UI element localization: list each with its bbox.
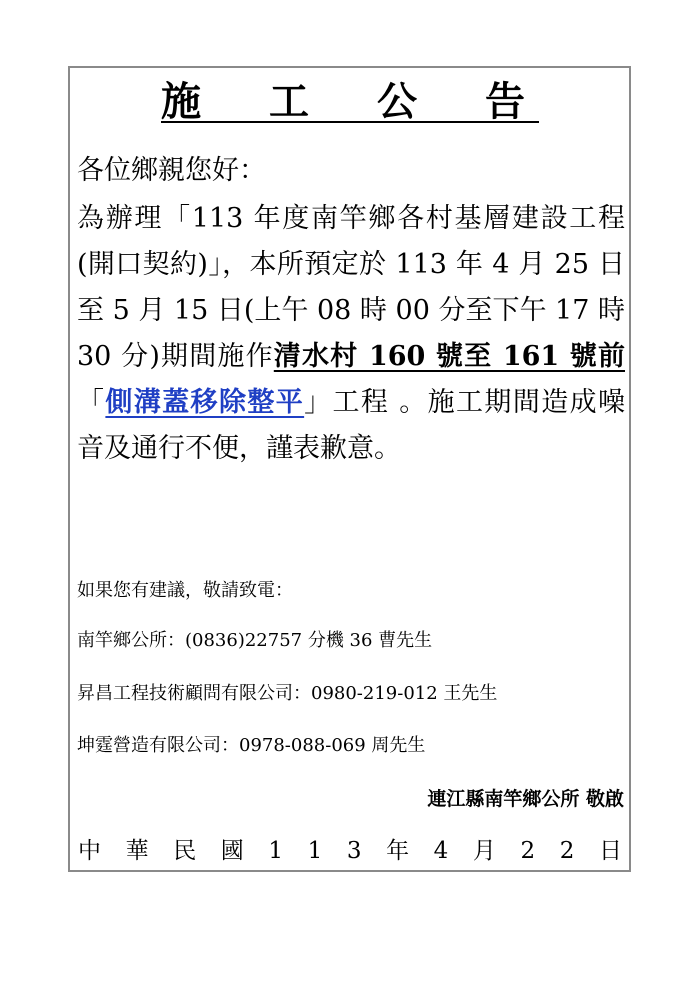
date-char: 年 <box>386 838 410 864</box>
notice-title: 施 工 公 告 <box>161 78 539 125</box>
contact-line-construction-company: 坤霆營造有限公司：0978-088-069 周先生 <box>77 735 426 756</box>
contact-line-township-office: 南竿鄉公所：(0836)22757 分機 36 曹先生 <box>77 630 433 651</box>
construction-location: 清水村 160 號至 161 號前 <box>273 341 625 372</box>
notice-paragraph <box>77 196 625 472</box>
date-char: 華 <box>125 838 149 864</box>
date-char: 民 <box>173 838 197 864</box>
work-item-link[interactable]: 側溝蓋移除整平 <box>105 387 305 418</box>
paragraph-text-2: 」工程 。施工期間造成噪音及通行不便，謹表歉意。 <box>77 387 625 464</box>
contact-intro: 如果您有建議，敬請致電： <box>77 580 293 601</box>
date-char: 3 <box>346 838 362 864</box>
date-char: 國 <box>220 838 244 864</box>
paragraph-text-1: 為辦理「113 年度南竿鄉各村基層建設工程(開口契約)」，本所預定於 113 年 4 月 25 日至 5 月 15 日(上午 08 時 00 分至下午 17 時 30 分)期間施作 <box>77 203 625 372</box>
open-quote: 「 <box>77 387 106 418</box>
date-char: 4 <box>433 838 449 864</box>
date-char: 1 <box>307 838 323 864</box>
signature: 連江縣南竿鄉公所 敬啟 <box>427 788 624 810</box>
date-char: 2 <box>520 838 536 864</box>
contact-line-engineering-consultant: 昇昌工程技術顧問有限公司：0980-219-012 王先生 <box>77 683 498 704</box>
date-char: 1 <box>268 838 284 864</box>
notice-date <box>78 836 622 866</box>
date-char: 2 <box>559 838 575 864</box>
date-char: 日 <box>598 838 622 864</box>
date-char: 月 <box>472 838 496 864</box>
date-char: 中 <box>78 838 101 864</box>
greeting: 各位鄉親您好： <box>77 155 266 186</box>
